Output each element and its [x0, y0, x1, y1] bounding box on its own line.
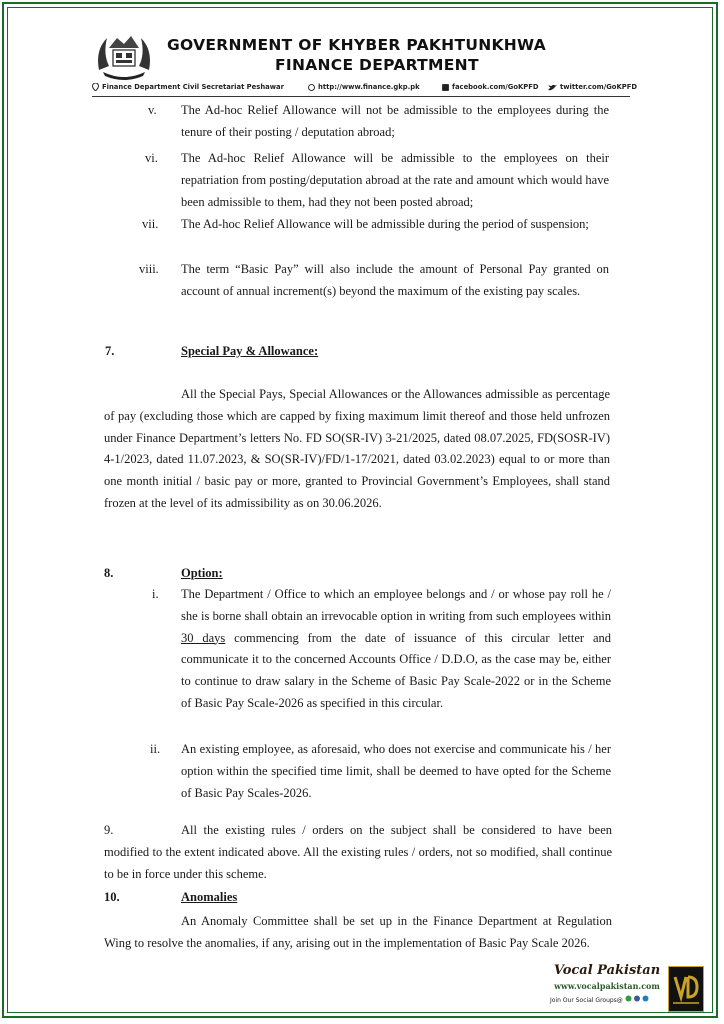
- vp-badge-icon: [668, 966, 704, 1012]
- section-10-body: An Anomaly Committee shall be set up in the Finance Department at Regulation Wing to resolve the anomalies, if any, arising out in the implementation of Basic Pay Scale 2026.: [104, 914, 612, 950]
- twitter-link[interactable]: twitter.com/GoKPFD: [560, 83, 637, 91]
- section-7-number: 7.: [105, 344, 115, 358]
- twitter-icon: [548, 84, 557, 91]
- letterhead: [85, 26, 645, 86]
- website-link[interactable]: http://www.finance.gkp.pk: [318, 83, 420, 91]
- globe-icon: [308, 84, 315, 91]
- option-deadline: 30 days: [181, 630, 226, 645]
- list-item: The Ad-hoc Relief Allowance will be admissible during the period of suspension;: [181, 217, 589, 231]
- item-number: viii.: [139, 262, 159, 276]
- kp-emblem-icon: [93, 30, 155, 82]
- option-clause-i: The Department / Office to which an employee belongs and / or whose pay roll he / she is borne shall obtain an irrevocable option in writing from such employees within 30 days commencing from the date of issuance of this circular letter and communicate it to the concerned Accounts Office / D.D.O, as the case may be, either to continue to draw salary in the Scheme of Basic Pay Scale-2022 or in the Scheme of Basic Pay Scale-2026 as specified in this circular.: [181, 587, 611, 710]
- section-8-number: 8.: [104, 566, 114, 580]
- letterhead-divider: [92, 96, 630, 97]
- item-number: vi.: [145, 151, 158, 165]
- facebook-icon: [442, 84, 449, 91]
- list-item: The term “Basic Pay” will also include the amount of Personal Pay granted on account of annual increment(s) beyond the maximum of the existing pay scales.: [181, 262, 609, 298]
- item-number: i.: [152, 587, 159, 601]
- facebook-link[interactable]: facebook.com/GoKPFD: [452, 83, 539, 91]
- location-pin-icon: [92, 83, 99, 91]
- address-text: Finance Department Civil Secretariat Peshawar: [102, 83, 284, 91]
- section-7-heading: Special Pay & Allowance:: [181, 344, 319, 358]
- vocal-pakistan-watermark: [548, 963, 708, 1015]
- social-icons: [625, 995, 651, 1002]
- letterhead-contact-bar: [92, 83, 637, 95]
- watermark-name: Vocal Pakistan: [553, 963, 661, 978]
- option-clause-ii: An existing employee, as aforesaid, who does not exercise and communicate his / her option within the specified time limit, shall be deemed to have opted for the Scheme of Basic Pay Scales-2026.: [181, 742, 611, 800]
- item-number: ii.: [150, 742, 161, 756]
- item-number: v.: [148, 103, 157, 117]
- section-7-body: All the Special Pays, Special Allowances or the Allowances admissible as percentage of pay (excluding those which are capped by fixing maximum limit thereof and those held unfrozen under Finance Department’s letters No. FD SO(SR-IV) 3-21/2025, dated 08.07.2025, FD(SOSR-IV) 4-1/2023, dated 11.07.2023, & SO(SR-IV)/FD/1-17/2021, dated 03.02.2023) equal to or more than one month initial / basic pay or more, granted to Provincial Government’s Employees, shall stand frozen at the level of its admissibility as on 30.06.2026.: [104, 387, 610, 510]
- letterhead-subtitle: FINANCE DEPARTMENT: [275, 56, 479, 74]
- letterhead-title: GOVERNMENT OF KHYBER PAKHTUNKHWA: [167, 36, 547, 54]
- section-10-number: 10.: [104, 890, 120, 904]
- watermark-url[interactable]: www.vocalpakistan.com: [554, 981, 660, 991]
- list-item: The Ad-hoc Relief Allowance will not be admissible to the employees during the tenure of their posting / deputation abroad;: [181, 103, 609, 139]
- section-10-heading: Anomalies: [181, 890, 238, 904]
- section-8-heading: Option:: [181, 566, 223, 580]
- item-number: vii.: [142, 217, 159, 231]
- section-9-body: All the existing rules / orders on the subject shall be considered to have been modified to the extent indicated above. All the existing rules / orders, not so modified, shall continue to be in force under this scheme.: [104, 823, 612, 881]
- section-9-number: 9.: [104, 823, 114, 837]
- watermark-join-text: Join Our Social Groups@: [550, 995, 651, 1004]
- list-item: The Ad-hoc Relief Allowance will be admissible to the employees on their repatriation from posting/deputation abroad at the rate and amount which would have been admissible to them, had they not been posted abroad;: [181, 151, 609, 209]
